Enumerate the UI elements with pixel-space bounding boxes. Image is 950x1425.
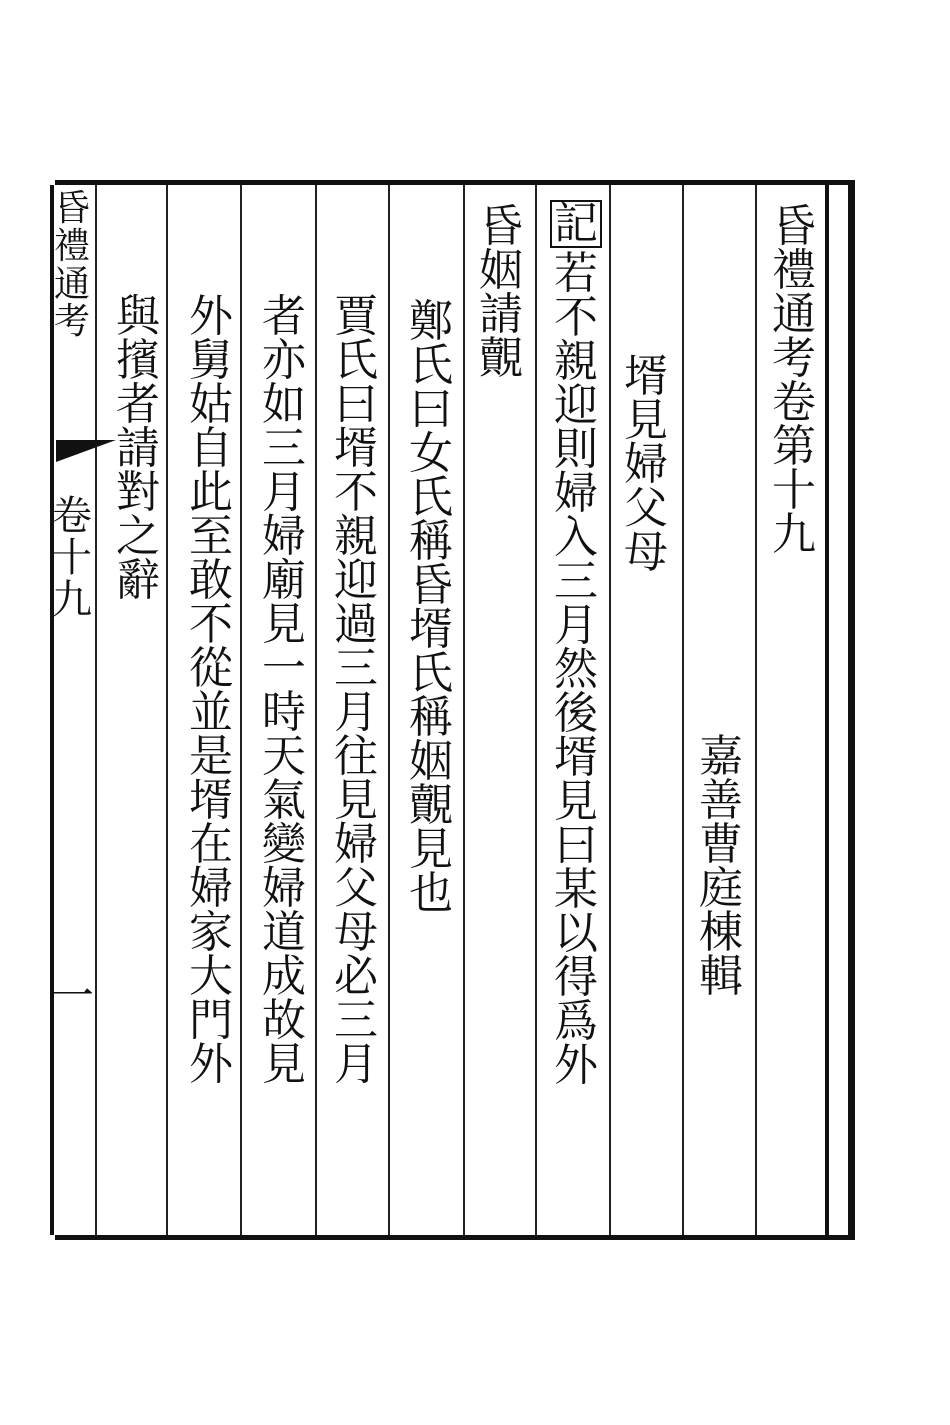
ji-mark: 記 <box>550 200 602 248</box>
wai-text: 外舅姑自此至敢不從並是壻在婦家大門外 <box>189 291 233 1090</box>
margin-folio <box>50 960 94 1024</box>
column-rule <box>825 185 829 1235</box>
ji-column <box>550 198 602 1091</box>
ji-text: 若不親迎則婦入三月然後壻見曰某以得爲外 <box>554 248 598 1091</box>
column-rule <box>166 185 168 1235</box>
margin-juan-text: 卷十九 <box>52 493 92 623</box>
jia-column <box>330 291 382 1090</box>
zheng-column <box>405 296 457 919</box>
yu-column <box>112 291 164 606</box>
column-rule <box>463 185 465 1235</box>
margin-rule <box>95 185 97 1235</box>
heading-column <box>620 351 672 578</box>
margin-juan <box>50 495 94 621</box>
column-rule <box>755 185 757 1235</box>
column-rule <box>315 185 317 1235</box>
title-text: 昏禮通考卷第十九 <box>772 201 816 560</box>
margin-book-title <box>50 190 94 341</box>
column-rule <box>240 185 242 1235</box>
column-rule <box>609 185 611 1235</box>
yu-text: 與擯者請對之辭 <box>116 291 160 606</box>
margin-folio-text: 一 <box>50 971 94 1022</box>
zhe-column <box>258 291 310 1090</box>
author-column <box>695 731 747 1002</box>
margin-book-title-text: 昏禮通考 <box>53 188 90 343</box>
fishtail-mark <box>56 440 116 462</box>
wai-column <box>185 291 237 1090</box>
column-rule <box>535 185 537 1235</box>
title-column <box>768 201 820 560</box>
column-rule <box>388 185 390 1235</box>
column-rule <box>682 185 684 1235</box>
ref-column <box>475 201 527 384</box>
author-text: 嘉善曹庭棟輯 <box>699 731 743 1002</box>
left-border-rule <box>50 185 54 1235</box>
jia-text: 賈氏曰壻不親迎過三月往見婦父母必三月 <box>334 291 378 1090</box>
ref-text: 昏姻請覿 <box>479 201 523 384</box>
zheng-text: 鄭氏曰女氏稱昏壻氏稱姻覿見也 <box>409 296 453 919</box>
zhe-text: 者亦如三月婦廟見一時天氣變婦道成故見 <box>262 291 306 1090</box>
heading-text: 壻見婦父母 <box>624 351 668 578</box>
